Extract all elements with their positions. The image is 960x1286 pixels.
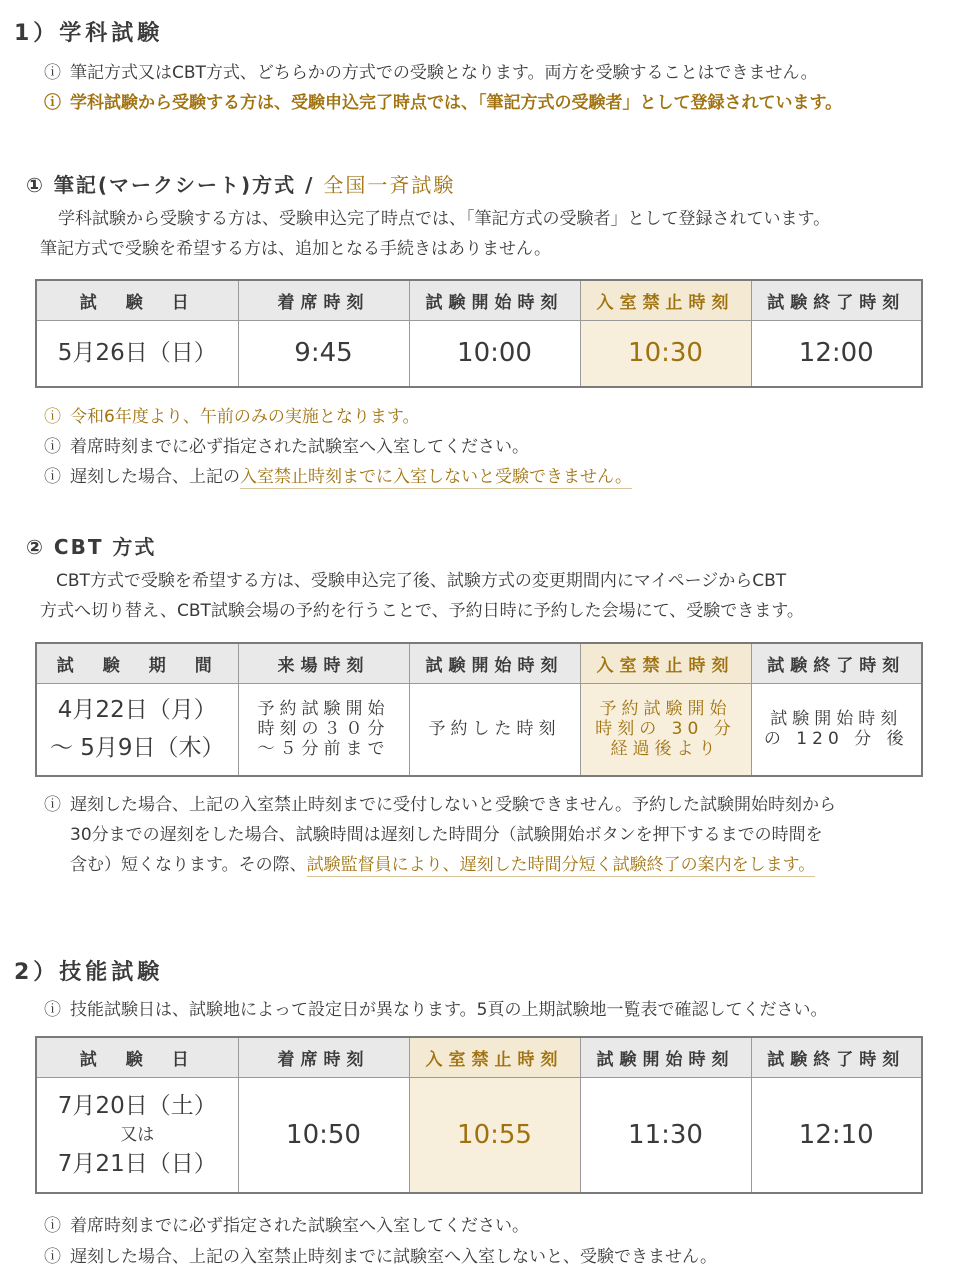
cell-no-entry-time: 10:55 <box>409 1077 580 1193</box>
cell-end-time <box>751 683 922 776</box>
note-text: 遅刻した場合、上記の入室禁止時刻までに受付しないと受験できません。予約した試験開始時刻から <box>70 795 837 815</box>
note-text: 令和6年度より、午前のみの実施となります。 <box>70 407 420 427</box>
cell-exam-period <box>36 683 238 776</box>
note-text: 着席時刻までに必ず指定された試験室へ入室してください。 <box>70 437 529 457</box>
note <box>44 995 827 1025</box>
header-end-time: 試験終了時刻 <box>751 643 922 683</box>
cell-line: 予約試験開始 <box>257 699 390 720</box>
practical-schedule-table <box>35 1036 923 1194</box>
info-icon: ⓘ <box>44 63 61 83</box>
period-end: ～ 5月9日（木） <box>49 735 225 762</box>
info-icon: ⓘ <box>44 1247 61 1267</box>
header-end-time: 試験終了時刻 <box>751 1037 922 1077</box>
header-start-time: 試験開始時刻 <box>580 1037 751 1077</box>
period-start: 4月22日（月） <box>57 697 217 724</box>
subsection-title-cbt: ② CBT 方式 <box>26 535 157 559</box>
cell-arrival-time <box>238 683 409 776</box>
section-title-written-exam: 1）学科試験 <box>14 21 164 46</box>
date-line: 7月20日（土） <box>57 1092 217 1119</box>
cbt-schedule-table <box>35 642 923 777</box>
cell-start-time: 予約した時刻 <box>409 683 580 776</box>
info-icon: ⓘ <box>44 1216 61 1236</box>
header-exam-period: 試 験 期 間 <box>36 643 238 683</box>
note <box>44 462 632 492</box>
cell-line: 経過後より <box>610 739 721 760</box>
header-no-entry-time: 入室禁止時刻 <box>580 643 751 683</box>
cell-seat-time: 9:45 <box>238 320 409 387</box>
note <box>44 432 529 462</box>
note-continuation <box>70 850 815 880</box>
header-start-time: 試験開始時刻 <box>409 280 580 320</box>
written-schedule-table <box>35 279 923 388</box>
info-icon: ⓘ <box>44 1000 61 1020</box>
cell-exam-date: 5月26日（日） <box>36 320 238 387</box>
cell-line: 時刻の３０分 <box>257 719 390 740</box>
subsection-title-text: ① 筆記(マークシート)方式 / <box>26 173 324 197</box>
cell-end-time: 12:00 <box>751 320 922 387</box>
subsection-title-written <box>26 169 455 198</box>
info-icon: ⓘ <box>44 93 61 113</box>
note-text: 学科試験から受験する方は、受験申込完了時点では、「筆記方式の受験者」として登録されています。 <box>70 93 843 113</box>
note-text: 着席時刻までに必ず指定された試験室へ入室してください。 <box>70 1216 529 1236</box>
note-text-emphasis: 試験監督員により、遅刻した時間分短く試験終了の案内をします。 <box>306 855 816 875</box>
cell-exam-date <box>36 1077 238 1193</box>
note-text: 含む）短くなります。その際、 <box>70 855 307 875</box>
cell-seat-time: 10:50 <box>238 1077 409 1193</box>
header-no-entry-time: 入室禁止時刻 <box>409 1037 580 1077</box>
cell-no-entry-time <box>580 683 751 776</box>
cell-line: の 120 分 後 <box>763 729 909 750</box>
cell-end-time: 12:10 <box>751 1077 922 1193</box>
info-icon: ⓘ <box>44 467 61 487</box>
info-icon: ⓘ <box>44 407 61 427</box>
note-text: 筆記方式又はCBT方式、どちらかの方式での受験となります。両方を受験することはできません。 <box>70 63 818 83</box>
cell-no-entry-time: 10:30 <box>580 320 751 387</box>
header-start-time: 試験開始時刻 <box>409 643 580 683</box>
paragraph-line: 方式へ切り替え、CBT試験会場の予約を行うことで、予約日時に予約した会場にて、受験できます。 <box>40 601 804 621</box>
subsection-title-accent: 全国一斉試験 <box>323 173 456 197</box>
note <box>44 58 818 88</box>
note-highlight <box>44 88 842 118</box>
date-or: 又は <box>120 1124 155 1145</box>
header-exam-date: 試 験 日 <box>36 1037 238 1077</box>
note-text: 遅刻した場合、上記の入室禁止時刻までに試験室へ入室しないと、受験できません。 <box>70 1247 718 1267</box>
note-text: 技能試験日は、試験地によって設定日が異なります。5頁の上期試験地一覧表で確認してください。 <box>70 1000 828 1020</box>
date-line: 7月21日（日） <box>57 1150 217 1177</box>
header-no-entry-time: 入室禁止時刻 <box>580 280 751 320</box>
cell-line: 試験開始時刻 <box>770 709 903 730</box>
info-icon: ⓘ <box>44 437 61 457</box>
cell-start-time: 10:00 <box>409 320 580 387</box>
cell-line: ～５分前まで <box>257 739 390 760</box>
paragraph-line: CBT方式で受験を希望する方は、受験申込完了後、試験方式の変更期間内にマイページからCBT <box>56 571 787 591</box>
note-text-emphasis: 入室禁止時刻までに入室しないと受験できません。 <box>240 467 633 487</box>
header-seat-time: 着席時刻 <box>238 1037 409 1077</box>
header-arrival-time: 来場時刻 <box>238 643 409 683</box>
section-title-practical-exam: 2）技能試験 <box>14 960 164 985</box>
header-seat-time: 着席時刻 <box>238 280 409 320</box>
header-exam-date: 試 験 日 <box>36 280 238 320</box>
note <box>44 1211 529 1241</box>
note <box>44 790 836 820</box>
cell-start-time: 11:30 <box>580 1077 751 1193</box>
paragraph-line: 学科試験から受験する方は、受験申込完了時点では、「筆記方式の受験者」として登録されています。 <box>58 209 831 229</box>
info-icon: ⓘ <box>44 795 61 815</box>
header-end-time: 試験終了時刻 <box>751 280 922 320</box>
note-continuation: 30分までの遅刻をした場合、試験時間は遅刻した時間分（試験開始ボタンを押下するまでの時間を <box>70 825 823 845</box>
note-text: 遅刻した場合、上記の <box>70 467 240 487</box>
note <box>44 1242 717 1272</box>
cell-line: 予約試験開始 <box>599 699 732 720</box>
paragraph-line: 筆記方式で受験を希望する方は、追加となる手続きはありません。 <box>40 239 552 259</box>
cell-line: 時刻の 30 分 <box>595 719 736 740</box>
note-highlight <box>44 402 419 432</box>
